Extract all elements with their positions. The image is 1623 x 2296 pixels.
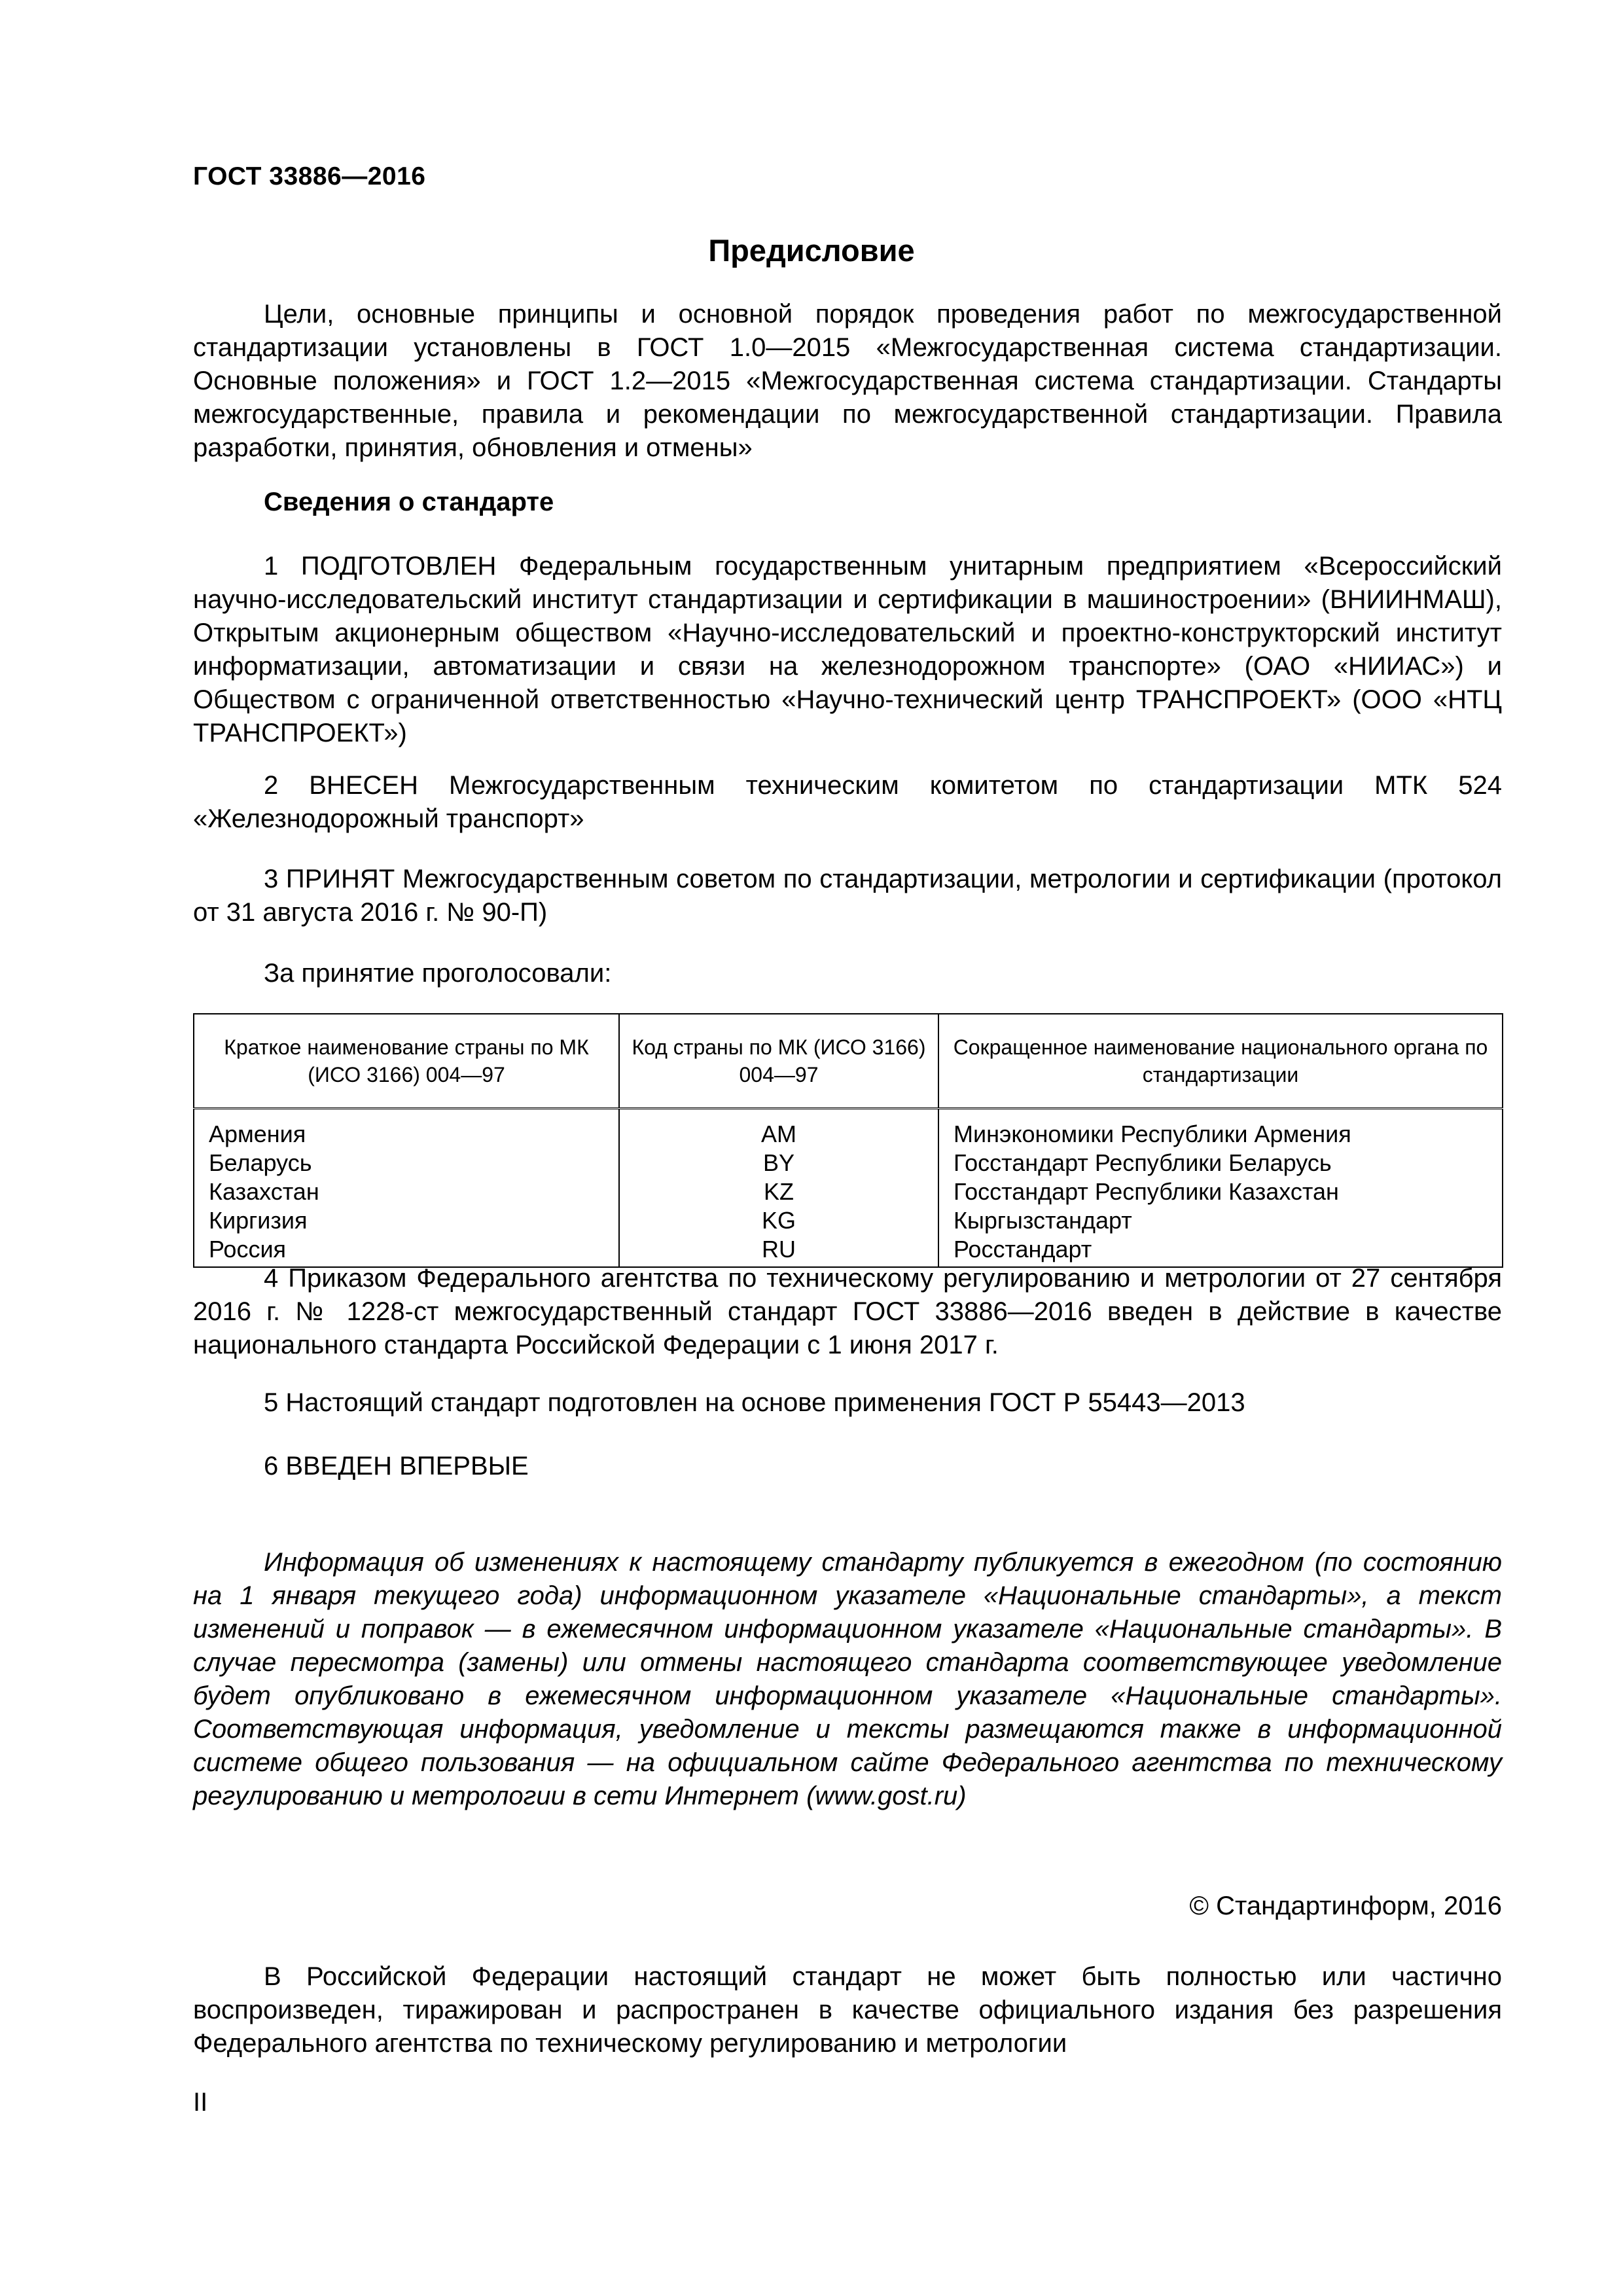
table-row — [194, 1149, 1503, 1177]
column-header-country: Краткое наименование страны по МК (ИСО 3166) 004—97 — [194, 1014, 619, 1109]
country-name: Армения — [194, 1120, 619, 1149]
national-body: Кыргызстандарт — [938, 1206, 1503, 1235]
copyright-line: © Стандартинформ, 2016 — [1189, 1892, 1502, 1920]
table-header-row — [194, 1014, 1503, 1109]
item-prepared: 1 ПОДГОТОВЛЕН Федеральным государственным унитарным предприятием «Всероссийский научно-исследовательский институт стандартизации и сертификации в машиностроении» (ВНИИНМАШ), Открытым акционерным обществом «Научно-исследовательский и проектно-конструкторский институт информатизации, автоматизации и связи на железнодорожном транспорте» (ОАО «НИИАС») и Обществом с ограниченной ответственностью «Научно-технический центр ТРАНСПРОЕКТ» (ООО «НТЦ ТРАНСПРОЕКТ») — [193, 552, 1502, 747]
intro-paragraph: Цели, основные принципы и основной порядок проведения работ по межгосударственной стандартизации установлены в ГОСТ 1.0—2015 «Межгосударственная система стандартизации. Основные положения» и ГОСТ 1.2—2015 «Межгосударственная система стандартизации. Стандарты межгосударственные, правила и рекомендации по межгосударственной стандартизации. Правила разработки, принятия, обновления и отмены» — [193, 300, 1502, 462]
country-code: BY — [619, 1149, 938, 1177]
table-separator — [194, 1109, 1503, 1121]
country-name: Казахстан — [194, 1177, 619, 1206]
rights-notice: В Российской Федерации настоящий стандарт не может быть полностью или частично воспроизведен, тиражирован и распространен в качестве официального издания без разрешения Федерального агентства по техническому регулированию и метрологии — [193, 1962, 1502, 2058]
page-number: II — [193, 2088, 208, 2117]
country-name: Беларусь — [194, 1149, 619, 1177]
national-body: Госстандарт Республики Казахстан — [938, 1177, 1503, 1206]
country-code: RU — [619, 1235, 938, 1267]
document-id-header: ГОСТ 33886—2016 — [193, 162, 426, 190]
national-body: Минэкономики Республики Армения — [938, 1120, 1503, 1149]
table-row — [194, 1120, 1503, 1149]
item-order: 4 Приказом Федерального агентства по техническому регулированию и метрологии от 27 сентября 2016 г. № 1228-ст межгосударственный стандарт ГОСТ 33886—2016 введен в действие в качестве национального стандарта Российской Федерации с 1 июня 2017 г. — [193, 1264, 1502, 1359]
national-body: Госстандарт Республики Беларусь — [938, 1149, 1503, 1177]
country-name: Россия — [194, 1235, 619, 1267]
item-introduced: 6 ВВЕДЕН ВПЕРВЫЕ — [264, 1452, 529, 1480]
country-code: KG — [619, 1206, 938, 1235]
table-row — [194, 1206, 1503, 1235]
item-adopted: 3 ПРИНЯТ Межгосударственным советом по стандартизации, метрологии и сертификации (протокол от 31 августа 2016 г. № 90-П) — [193, 865, 1502, 927]
table-row — [194, 1177, 1503, 1206]
voting-countries-table — [193, 1013, 1503, 1268]
country-code: AM — [619, 1120, 938, 1149]
item-submitted: 2 ВНЕСЕН Межгосударственным техническим комитетом по стандартизации МТК 524 «Железнодорожный транспорт» — [193, 771, 1502, 833]
item-basis: 5 Настоящий стандарт подготовлен на основе применения ГОСТ Р 55443—2013 — [264, 1388, 1245, 1417]
page-title: Предисловие — [708, 233, 915, 268]
country-name: Киргизия — [194, 1206, 619, 1235]
country-code: KZ — [619, 1177, 938, 1206]
voted-caption: За принятие проголосовали: — [264, 959, 612, 988]
national-body: Росстандарт — [938, 1235, 1503, 1267]
column-header-code: Код страны по МК (ИСО 3166) 004—97 — [619, 1014, 938, 1109]
column-header-body: Сокращенное наименование национального органа по стандартизации — [938, 1014, 1503, 1109]
amendments-notice: Информация об изменениях к настоящему стандарту публикуется в ежегодном (по состоянию на 1 января текущего года) информационном указателе «Национальные стандарты», а текст изменений и поправок — в ежемесячном информационном указателе «Национальные стандарты». В случае пересмотра (замены) или отмены настоящего стандарта соответствующее уведомление будет опубликовано в ежемесячном информационном указателе «Национальные стандарты». Соответствующая информация, уведомление и тексты размещаются также в информационной системе общего пользования — на официальном сайте Федерального агентства по техническому регулированию и метрологии в сети Интернет (www.gost.ru) — [193, 1548, 1502, 1810]
info-heading: Сведения о стандарте — [264, 488, 554, 516]
